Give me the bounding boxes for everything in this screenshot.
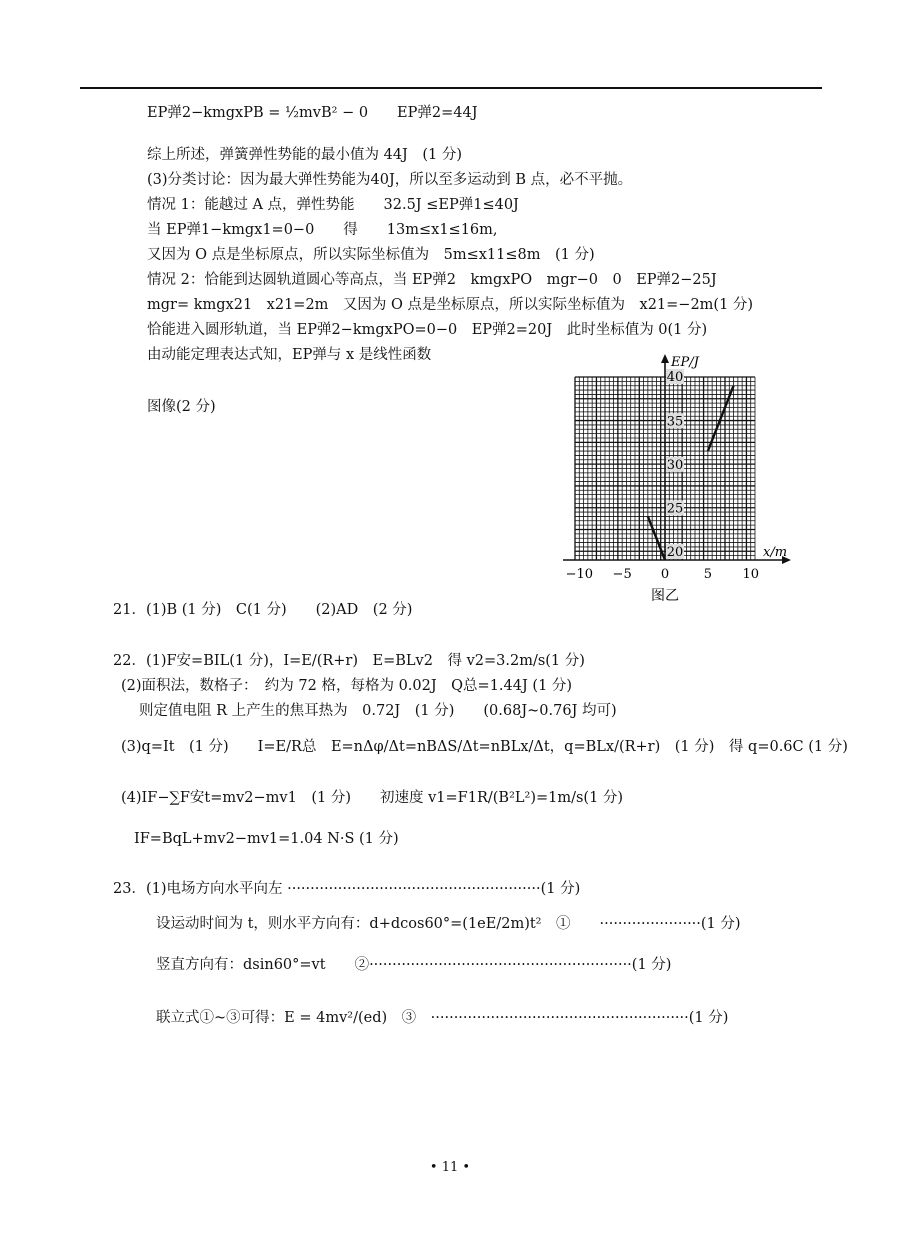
page-number: • 11 • — [429, 1160, 471, 1175]
text-line: 竖直方向有：dsin60°=vt ②·························································(1 分) — [156, 957, 672, 973]
header-rule — [80, 87, 822, 89]
text-line: 恰能进入圆形轨道，当 EP弹2−kmgxPO=0−0 EP弹2=20J 此时坐标值为 0(1 分) — [147, 322, 708, 338]
text-line: 情况 1：能越过 A 点，弹性势能 32.5J ≤EP弹1≤40J — [147, 197, 519, 213]
y-axis-label: EP/J — [671, 355, 699, 370]
y-tick-label: 30 — [666, 457, 684, 473]
y-tick-label: 40 — [666, 370, 684, 385]
y-axis-arrow — [661, 354, 669, 363]
text-line: 由动能定理表达式知，EP弹与 x 是线性函数 — [147, 347, 432, 363]
graph-caption: 图乙 — [651, 588, 679, 604]
text-line: EP弹2−kmgxPB = ½mvB² − 0 EP弹2=44J — [147, 105, 478, 121]
text-line: 情况 2：恰能到达圆轨道圆心等高点，当 EP弹2 kmgxPO mgr−0 0 EP弹2−25J — [147, 272, 717, 288]
x-tick-label: −10 — [565, 567, 594, 582]
text-line: (3)分类讨论：因为最大弹性势能为40J，所以至多运动到 B 点，必不平抛。 — [147, 172, 633, 188]
text-line: 设运动时间为 t，则水平方向有：d+dcos60°=(1eE/2m)t² ① ······················(1 分) — [156, 916, 741, 932]
text-line: 图像(2 分) — [147, 399, 216, 415]
text-line: (3)q=It (1 分) I=E/R总 E=nΔφ/Δt=nBΔS/Δt=nBLx/Δt，q=BLx/(R+r) (1 分) 得 q=0.6C (1 分) — [121, 739, 848, 755]
x-tick-label: 0 — [660, 567, 670, 582]
text-line: 综上所述，弹簧弹性势能的最小值为 44J (1 分) — [147, 147, 463, 163]
x-tick-label: 5 — [703, 567, 712, 582]
text-line: 当 EP弹1−kmgx1=0−0 得 13m≤x1≤16m, — [147, 222, 498, 238]
y-tick-label: 25 — [666, 501, 684, 517]
x-tick-label: 10 — [742, 567, 759, 582]
text-line: 又因为 O 点是坐标原点，所以实际坐标值为 5m≤x11≤8m (1 分) — [147, 247, 595, 263]
text-line: 则定值电阻 R 上产生的焦耳热为 0.72J (1 分) (0.68J~0.76J 均可) — [139, 703, 617, 719]
text-line: (4)IF−∑F安t=mv2−mv1 (1 分) 初速度 v1=F1R/(B²L²)=1m/s(1 分) — [121, 790, 624, 806]
y-tick-label: 20 — [666, 545, 684, 560]
energy-position-graph — [550, 352, 800, 607]
y-tick-label: 35 — [666, 414, 684, 430]
text-line: mgr= kmgx21 x21=2m 又因为 O 点是坐标原点，所以实际坐标值为 x21=−2m(1 分) — [147, 297, 754, 313]
text-line: 21．(1)B (1 分) C(1 分) (2)AD (2 分) — [113, 602, 413, 618]
text-line: 23．(1)电场方向水平向左 ·······················································(1 分) — [113, 881, 581, 897]
text-line: 联立式①~③可得：E = 4mv²/(ed) ③ ························································(1 分) — [156, 1010, 729, 1026]
text-line: (2)面积法，数格子： 约为 72 格，每格为 0.02J Q总=1.44J (1 分) — [121, 678, 573, 694]
x-axis-label: x/m — [763, 545, 788, 560]
text-line: 22．(1)F安=BIL(1 分)，I=E/(R+r) E=BLv2 得 v2=3.2m/s(1 分) — [113, 653, 585, 669]
x-tick-label: −5 — [612, 567, 632, 582]
text-line: IF=BqL+mv2−mv1=1.04 N·S (1 分) — [134, 831, 399, 847]
